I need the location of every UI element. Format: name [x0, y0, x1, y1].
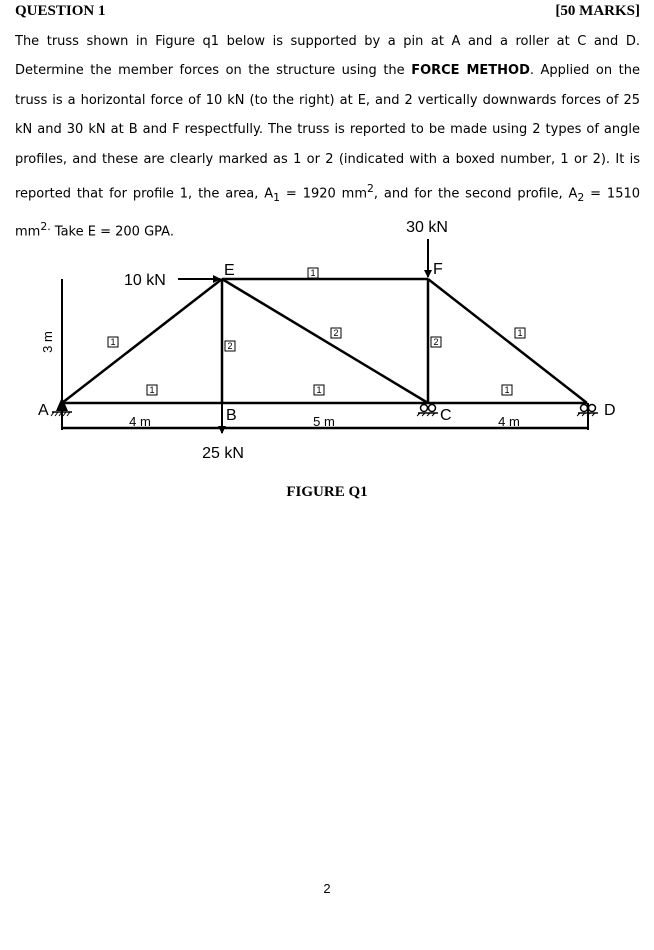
subscript: 2: [577, 190, 585, 204]
profile-box-ef: [308, 268, 318, 278]
load-label-10kn: 10 kN: [124, 272, 166, 289]
node-label-b: B: [226, 407, 237, 424]
svg-text:1: 1: [149, 385, 155, 395]
svg-text:2: 2: [433, 337, 439, 347]
svg-text:1: 1: [517, 328, 523, 338]
profile-box-ae: [108, 337, 118, 347]
svg-text:1: 1: [504, 385, 510, 395]
question-marks: [50 MARKS]: [555, 3, 640, 19]
text-part: = 1920 mm: [280, 186, 367, 202]
svg-text:1: 1: [110, 337, 116, 347]
roller-support-c: [417, 405, 438, 417]
profile-box-eb: [225, 341, 235, 351]
node-label-a: A: [38, 402, 49, 419]
text-part: . Applied on the truss is a horizontal force of 10 kN (to the right) at E, and 2 vertically downwards forces of 25 kN and 30 kN at B and F respectfully. The truss is reported to be made using 2 types of angle profiles, and these are clearly marked as 1 or 2 (indicated with a boxed number, 1 or 2). It is reported that for profile 1, the area, A: [15, 63, 640, 202]
figure-caption: FIGURE Q1: [286, 484, 368, 500]
question-title: QUESTION 1: [15, 3, 106, 19]
pin-support-a: [51, 397, 72, 416]
text-part: Take E = 200 GPA.: [50, 224, 174, 240]
profile-box-cd: [502, 385, 512, 395]
node-label-f: F: [433, 261, 443, 278]
truss-figure: [0, 205, 654, 475]
dim-label-cd: 4 m: [498, 414, 520, 429]
subscript: 1: [273, 190, 281, 204]
svg-text:1: 1: [316, 385, 322, 395]
load-label-30kn: 30 kN: [406, 219, 448, 236]
question-header: [15, 3, 640, 25]
superscript: 2.: [40, 220, 51, 234]
profile-box-bc: [314, 385, 324, 395]
member-ec: [222, 279, 428, 403]
dim-label-bc: 5 m: [313, 414, 335, 429]
profile-box-fc: [431, 337, 441, 347]
text-part: , and for the second profile, A: [373, 186, 578, 202]
profile-box-ce: [331, 328, 341, 338]
node-label-c: C: [440, 407, 452, 424]
dim-label-height: 3 m: [40, 331, 55, 353]
load-label-25kn: 25 kN: [202, 445, 244, 462]
superscript: 2: [367, 182, 374, 196]
svg-text:2: 2: [227, 341, 233, 351]
page-number: 2: [323, 881, 331, 896]
text-part: = 1510 mm: [15, 186, 641, 240]
method-emphasis: FORCE METHOD: [411, 63, 530, 79]
text-part: The truss shown in Figure q1 below is supported by a pin at A and a roller at C and D. Determine the member forces on the structure using the: [15, 34, 640, 79]
profile-box-ab: [147, 385, 157, 395]
svg-text:1: 1: [310, 268, 316, 278]
node-label-e: E: [224, 262, 235, 279]
dim-label-ab: 4 m: [129, 414, 151, 429]
profile-box-fd: [515, 328, 525, 338]
member-ae: [62, 279, 222, 403]
svg-text:2: 2: [333, 328, 339, 338]
node-label-d: D: [604, 402, 616, 419]
